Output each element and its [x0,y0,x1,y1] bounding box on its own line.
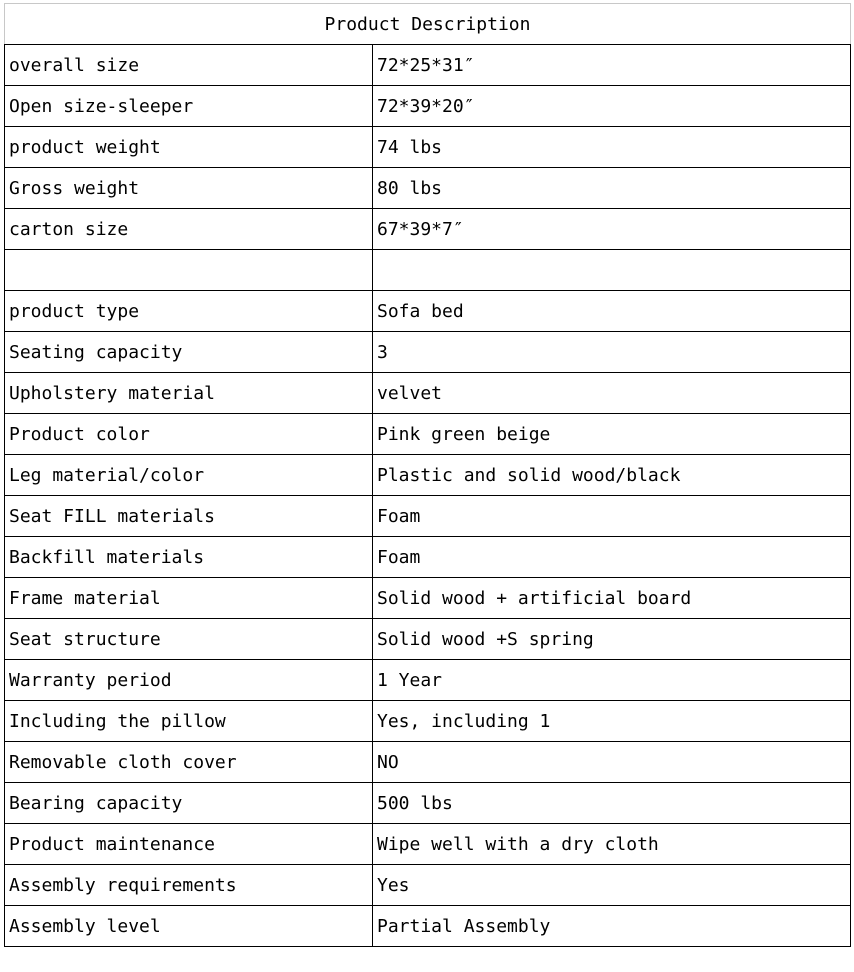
table-row [5,742,851,783]
spec-label-cell: Bearing capacity [5,783,373,824]
table-row [5,496,851,537]
spec-label-cell: product weight [5,127,373,168]
table-row [5,332,851,373]
spec-label-cell: Seat FILL materials [5,496,373,537]
table-row [5,455,851,496]
table-row [5,291,851,332]
spec-value-cell: velvet [373,373,851,414]
spec-label-cell: Product color [5,414,373,455]
table-row [5,250,851,291]
spec-label-cell: Assembly requirements [5,865,373,906]
table-row [5,209,851,250]
spec-label-cell: Seat structure [5,619,373,660]
spec-label-cell: Upholstery material [5,373,373,414]
spec-value-cell: 74 lbs [373,127,851,168]
table-row [5,906,851,947]
table-body [5,45,851,947]
table-row [5,619,851,660]
spec-value-cell: 1 Year [373,660,851,701]
spec-value-cell: 80 lbs [373,168,851,209]
table-row [5,86,851,127]
spec-label-cell: product type [5,291,373,332]
table-row [5,537,851,578]
table-row [5,701,851,742]
spec-value-cell: 72*39*20″ [373,86,851,127]
spec-label-cell: Seating capacity [5,332,373,373]
spec-value-cell [373,250,851,291]
spec-label-cell: Frame material [5,578,373,619]
spec-value-cell: Solid wood +S spring [373,619,851,660]
spec-value-cell: Yes [373,865,851,906]
table-row [5,127,851,168]
spec-label-cell: Assembly level [5,906,373,947]
spec-label-cell: Gross weight [5,168,373,209]
spec-value-cell: Foam [373,537,851,578]
spec-label-cell: Warranty period [5,660,373,701]
spec-label-cell: carton size [5,209,373,250]
spec-value-cell: Pink green beige [373,414,851,455]
spec-value-cell: Plastic and solid wood/black [373,455,851,496]
table-row [5,414,851,455]
table-row [5,660,851,701]
spec-label-cell: Including the pillow [5,701,373,742]
spec-value-cell: Partial Assembly [373,906,851,947]
spec-label-cell: Open size-sleeper [5,86,373,127]
table-row [5,824,851,865]
spec-value-cell: 500 lbs [373,783,851,824]
table-row [5,783,851,824]
spec-value-cell: Solid wood + artificial board [373,578,851,619]
spec-label-cell [5,250,373,291]
table-row [5,865,851,906]
spec-value-cell: Sofa bed [373,291,851,332]
table-row [5,45,851,86]
spec-label-cell: Backfill materials [5,537,373,578]
table-row [5,373,851,414]
spec-label-cell: Removable cloth cover [5,742,373,783]
spec-label-cell: overall size [5,45,373,86]
spec-value-cell: Wipe well with a dry cloth [373,824,851,865]
spec-value-cell: 72*25*31″ [373,45,851,86]
spec-label-cell: Product maintenance [5,824,373,865]
spec-value-cell: 67*39*7″ [373,209,851,250]
product-description-table [4,3,851,947]
table-header-row [5,4,851,45]
table-row [5,578,851,619]
table-title: Product Description [5,4,851,45]
spec-value-cell: Yes, including 1 [373,701,851,742]
spec-value-cell: NO [373,742,851,783]
spec-value-cell: Foam [373,496,851,537]
table-row [5,168,851,209]
spec-label-cell: Leg material/color [5,455,373,496]
spec-value-cell: 3 [373,332,851,373]
